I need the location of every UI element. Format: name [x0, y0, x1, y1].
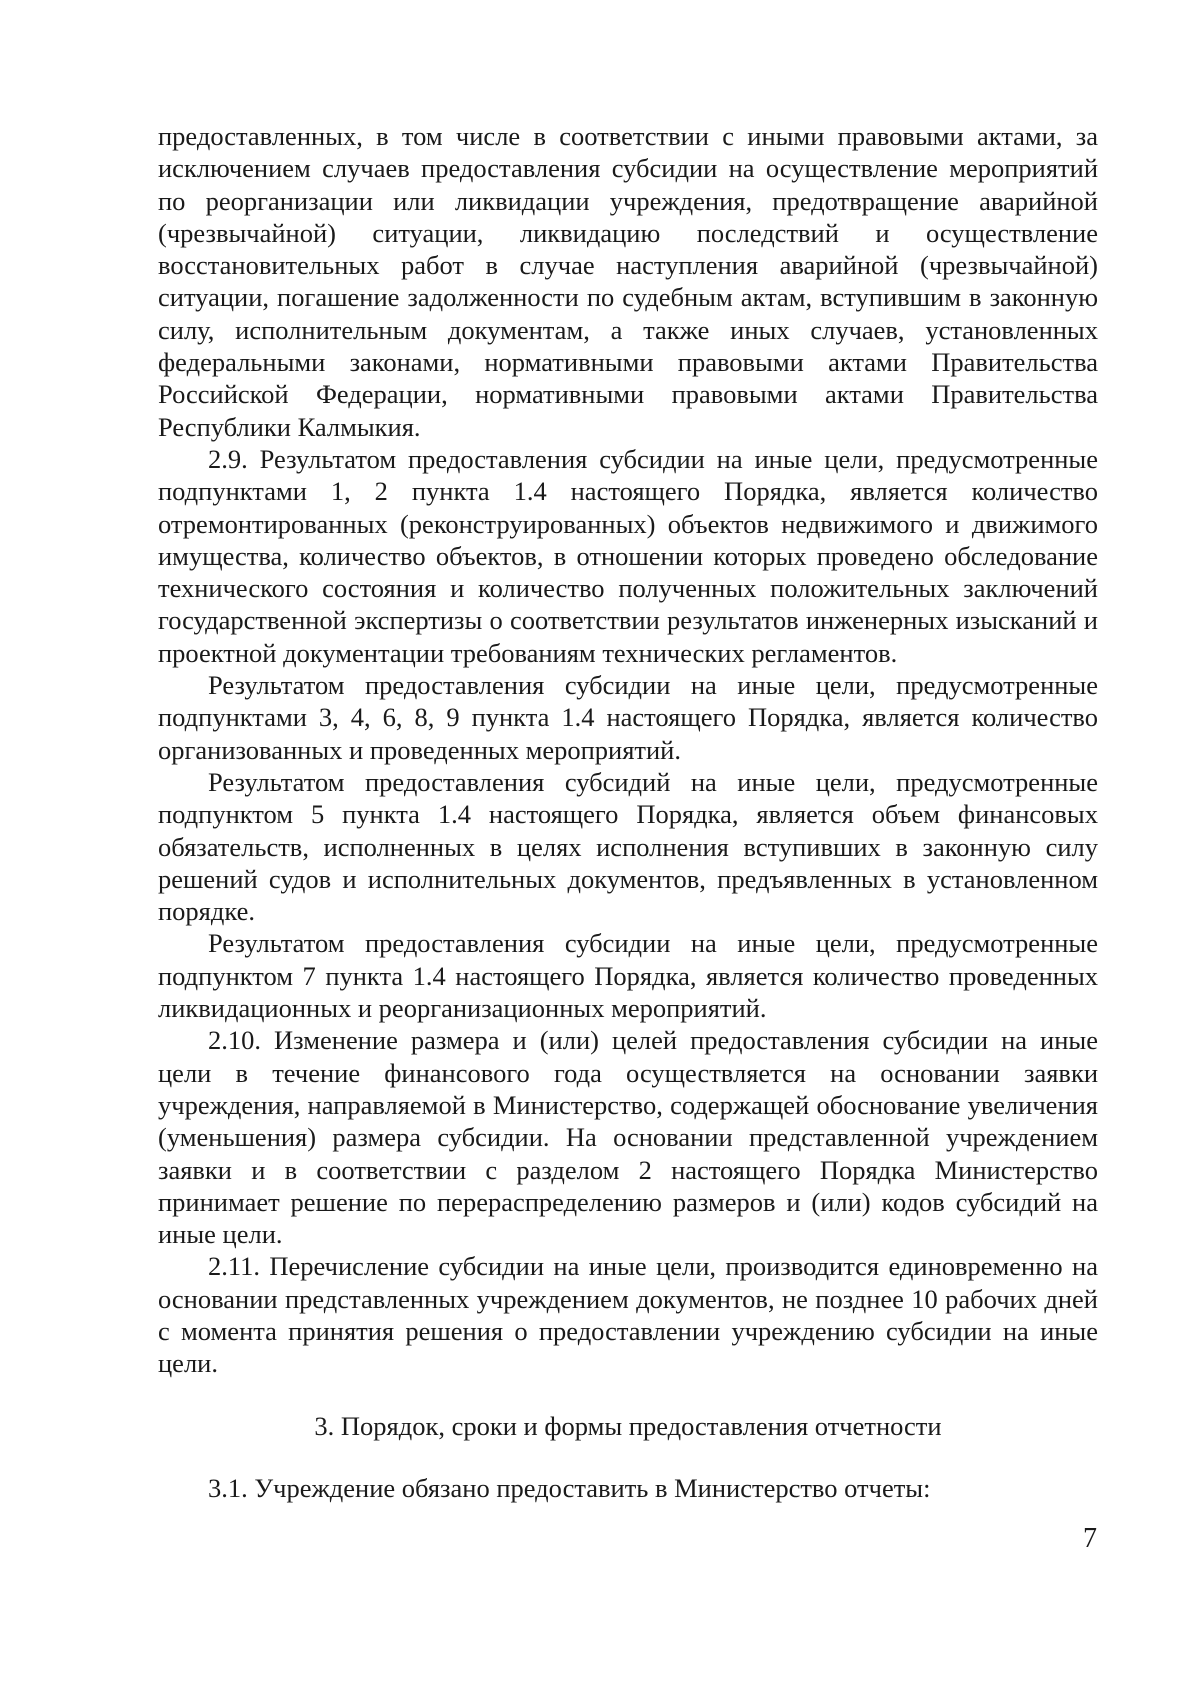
paragraph-2-9: 2.9. Результатом предоставления субсидии на иные цели, предусмотренные подпунктами 1, 2 пункта 1.4 настоящего Порядка, является количество отремонтированных (реконструированных) объектов недвижимого и движимого имущества, количество объектов, в отношении которых проведено обследование технического состояния и количество полученных положительных заключений государственной экспертизы о соответствии результатов инженерных изысканий и проектной документации требованиям технических регламентов. [158, 443, 1098, 668]
paragraph-2-11: 2.11. Перечисление субсидии на иные цели, производится единовременно на основании представленных учреждением документов, не позднее 10 рабочих дней с момента принятия решения о предоставлении учреждению субсидии на иные цели. [158, 1251, 1098, 1379]
paragraph-2-10: 2.10. Изменение размера и (или) целей предоставления субсидии на иные цели в течение финансового года осуществляется на основании заявки учреждения, направляемой в Министерство, содержащей обоснование увеличения (уменьшения) размера субсидии. На основании представленной учреждением заявки и в соответствии с разделом 2 настоящего Порядка Министерство принимает решение по перераспределению размеров и (или) кодов субсидий на иные цели. [158, 1025, 1098, 1250]
paragraph-3-1: 3.1. Учреждение обязано предоставить в Министерство отчеты: [208, 1472, 931, 1503]
page-number: 7 [1083, 1523, 1097, 1554]
paragraph-result-3-4-6-8-9: Результатом предоставления субсидии на иные цели, предусмотренные подпунктами 3, 4, 6, 8, 9 пункта 1.4 настоящего Порядка, является количество организованных и проведенных мероприятий. [158, 670, 1098, 765]
section-heading: 3. Порядок, сроки и формы предоставления отчетности [314, 1410, 942, 1441]
paragraph-continuation: предоставленных, в том числе в соответствии с иными правовыми актами, за исключением случаев предоставления субсидии на осуществление мероприятий по реорганизации или ликвидации учреждения, предотвращение аварийной (чрезвычайной) ситуации, ликвидацию последствий и осуществление восстановительных работ в случае наступления аварийной (чрезвычайной) ситуации, погашение задолженности по судебным актам, вступившим в законную силу, исполнительным документам, а также иных случаев, установленных федеральными законами, нормативными правовыми актами Правительства Российской Федерации, нормативными правовыми актами Правительства Республики Калмыкия. [158, 121, 1098, 442]
document-page [158, 120, 1098, 1504]
paragraph-result-5: Результатом предоставления субсидий на иные цели, предусмотренные подпунктом 5 пункта 1.4 настоящего Порядка, является объем финансовых обязательств, исполненных в целях исполнения вступивших в законную силу решений судов и исполнительных документов, предъявленных в установленном порядке. [158, 766, 1098, 927]
paragraph-result-7: Результатом предоставления субсидии на иные цели, предусмотренные подпунктом 7 пункта 1.4 настоящего Порядка, является количество проведенных ликвидационных и реорганизационных мероприятий. [158, 928, 1098, 1024]
